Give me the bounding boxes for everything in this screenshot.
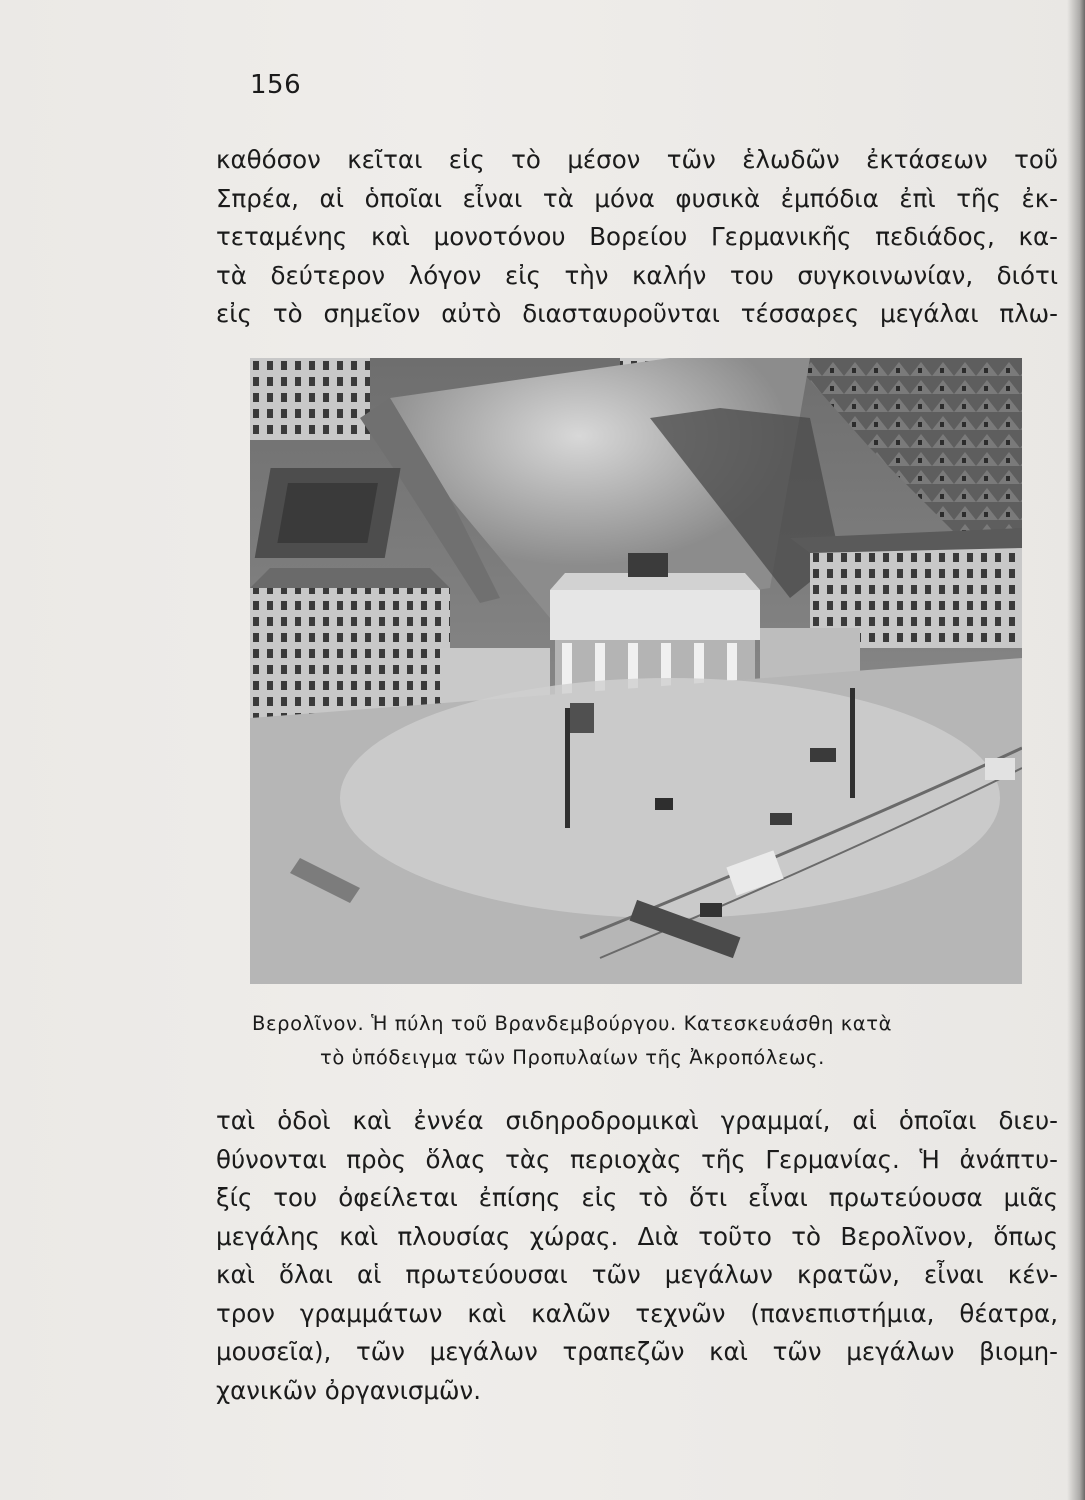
bus <box>985 758 1015 780</box>
car <box>570 703 594 733</box>
text-line: ταὶ ὁδοὶ καὶ ἐννέα σιδηροδρομικαὶ γραμμαί, αἱ ὁποῖαι διευ- <box>216 1106 1058 1135</box>
roof-left-mid <box>250 568 450 588</box>
text-line: τὰ δεύτερον λόγον εἰς τὴν καλήν του συγκοινωνίαν, διότι <box>216 260 1058 290</box>
lamp-post <box>850 688 855 798</box>
figure-caption-line2: τὸ ὑπόδειγμα τῶν Προπυλαίων τῆς Ἀκροπόλεως. <box>320 1046 825 1069</box>
text-line: τρον γραμμάτων καὶ καλῶν τεχνῶν (πανεπιστήμια, θέατρα, <box>216 1298 1058 1328</box>
garden-inner <box>277 483 378 543</box>
car <box>770 813 792 825</box>
text-line: Σπρέα, αἱ ὁποῖαι εἶναι τὰ μόνα φυσικὰ ἐμπόδια ἐπὶ τῆς ἐκ- <box>216 183 1058 213</box>
text-line: τεταμένης καὶ μονοτόνου Βορείου Γερμανικῆς πεδιάδος, κα- <box>216 222 1058 251</box>
text-line: καθόσον κεῖται εἰς τὸ μέσον τῶν ἑλωδῶν ἐκτάσεων τοῦ <box>216 145 1058 174</box>
text-line: ξίς του ὀφείλεται ἐπίσης εἰς τὸ ὅτι εἶναι πρωτεύουσα μιᾶς <box>216 1183 1058 1212</box>
page-gutter-shadow <box>1067 0 1085 1500</box>
text-line: μουσεῖα), τῶν μεγάλων τραπεζῶν καὶ τῶν μεγάλων βιομη- <box>216 1337 1058 1366</box>
car <box>810 748 836 762</box>
building-top-left <box>250 358 370 440</box>
lamp-post <box>565 708 570 828</box>
text-line: εἰς τὸ σημεῖον αὐτὸ διασταυροῦνται τέσσαρες μεγάλαι πλω- <box>216 299 1058 328</box>
car <box>655 798 673 810</box>
car <box>700 903 722 917</box>
page-number: 156 <box>250 70 302 100</box>
paragraph-bottom <box>216 1102 1058 1410</box>
building-left-mid <box>250 588 450 718</box>
paragraph-top <box>216 141 1058 334</box>
quadriga <box>628 553 668 577</box>
gate-attic <box>550 590 760 640</box>
text-line: καὶ ὅλαι αἱ πρωτεύουσαι τῶν μεγάλων κρατῶν, εἶναι κέν- <box>216 1260 1058 1289</box>
text-line: μεγάλης καὶ πλουσίας χώρας. Διὰ τοῦτο τὸ Βερολῖνον, ὅπως <box>216 1221 1058 1251</box>
brandenburg-gate-photo <box>250 358 1022 984</box>
text-line: θύνονται πρὸς ὅλας τὰς περιοχὰς τῆς Γερμανίας. Ἡ ἀνάπτυ- <box>216 1144 1058 1174</box>
figure-caption-line1: Βερολῖνον. Ἡ πύλη τοῦ Βρανδεμβούργου. Κατεσκευάσθη κατὰ <box>252 1012 893 1035</box>
text-line: χανικῶν ὀργανισμῶν. <box>216 1375 481 1405</box>
